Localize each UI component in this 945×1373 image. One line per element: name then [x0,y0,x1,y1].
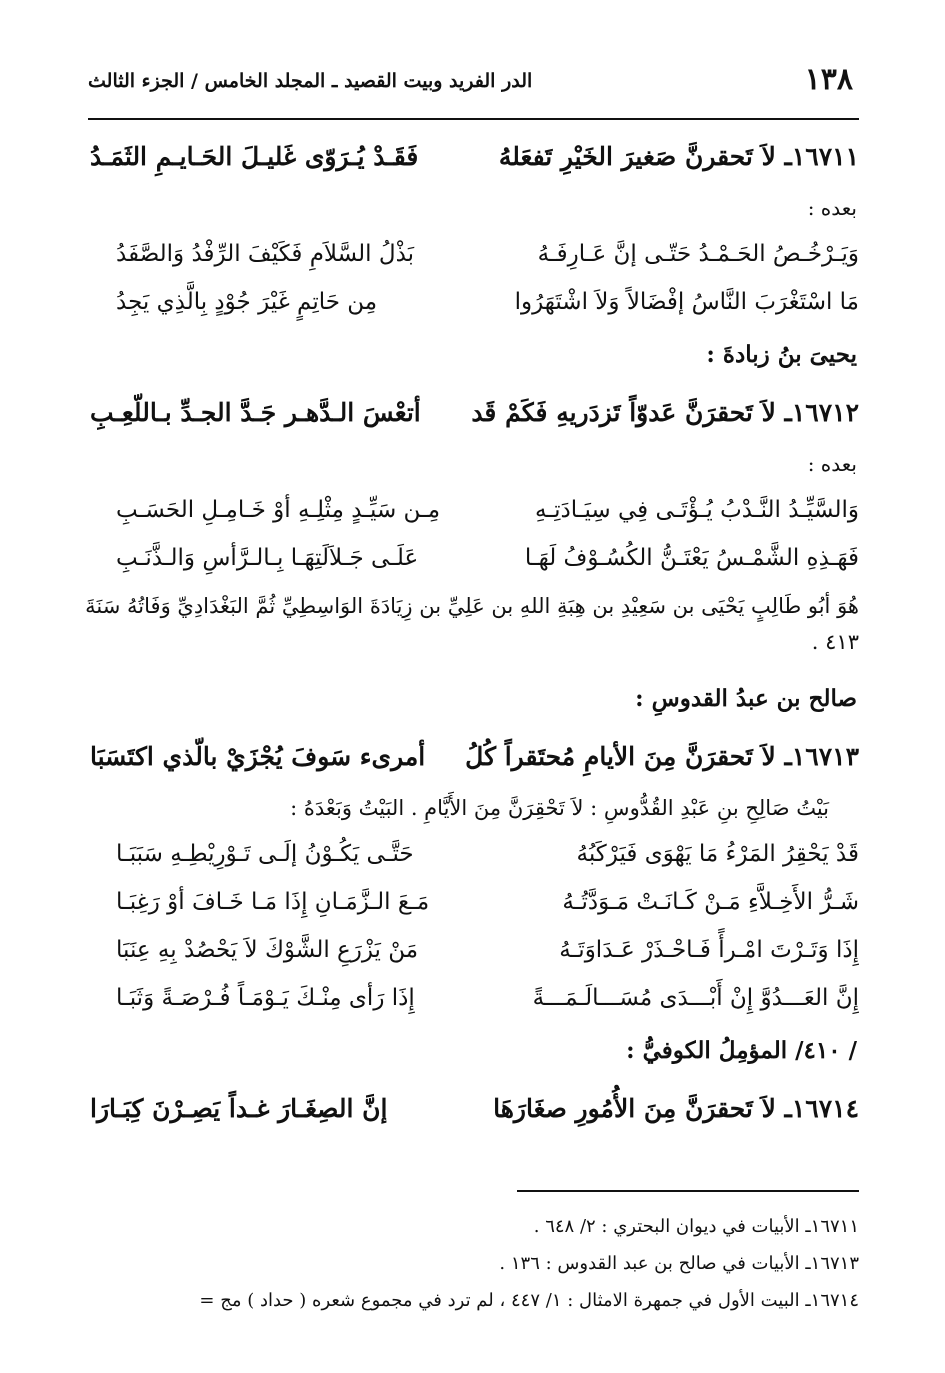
verse-second-hemistich: مِـن سَيِّـدٍ مِثْلِـهِ أوْ خَـامِـلِ الحَسَـبِ [116,497,441,523]
verse-second-hemistich: بَذْلُ السَّلاَمِ فَكَيْفَ الرِّفْدُ وَالصَّفَدُ [116,241,415,267]
poet-name: يحيىَ بنُ زبادةَ : [706,341,857,368]
running-title: الدر الفريد وبيت القصيد ـ المجلد الخامس / الجزء الثالث [88,70,533,92]
sub-verse [76,926,859,974]
verse-first-hemistich: ١٦٧١٤ـ لاَ تَحقرَنَّ مِنَ الأُمُورِ صغَارَهَا [493,1094,859,1123]
verse-second-hemistich: أمرىء سَوفَ يُجْزَيْ بالّذي اكتَسَبَا [90,742,426,771]
page-body [76,128,859,1138]
footnotes [86,1208,859,1319]
verse-16714 [76,1080,859,1138]
footnote-divider [517,1190,859,1192]
verse-first-hemistich: وَالسَّيِّـدُ النَّـدْبُ يُـؤْتَـى فِي سِيَـادَتِـهِ [535,497,859,523]
verse-16712 [76,384,859,442]
verse-first-hemistich: مَا اسْتَغْرَبَ النَّاسُ إفْضَالاً وَلاَ اشْتَهَرُوا [514,289,859,315]
verse-first-hemistich: إِنَّ العَـــدُوَّ إِنْ أَبْـــدَى مُسَـــالَـمَـــةً [532,985,859,1011]
verse-second-hemistich: حَتَّـى يَكُـوْنُ إلَـى تَـوْرِيْطِـهِ سَبَبَـا [116,841,414,867]
poet-name: صالح بن عبدُ القدوسِ : [635,685,857,712]
sub-verse [76,230,859,278]
verse-16713 [76,728,859,786]
verse-first-hemistich: إِذَا وَتَـرْتَ امْـرأً فَـاحْـذَرْ عَـدَاوَتَـهُ [559,937,859,963]
verse-first-hemistich: ١٦٧١١ـ لاَ تَحقرنَّ صَغيرَ الخَيْرِ تَفعَلهُ [498,142,859,171]
verse-second-hemistich: أتعْسَ الـدَّهـر جَـدَّ الجـدِّ بـاللّعِـبِ [90,398,421,427]
verse-second-hemistich: إِذَا رَأى مِنْـكَ يَـوْمَـاً فُـرْصَـةً وَثَبَـا [116,985,415,1011]
page-number: ١٣٨ [804,62,853,97]
sub-verse [76,486,859,534]
verse-first-hemistich: فَهَـذِهِ الشَّمْـسُ يَعْتَـنُّ الكُسُـوْفُ لَهَـا [524,545,859,571]
header-divider [88,118,859,120]
sub-verse [76,974,859,1022]
verse-second-hemistich: مِن حَاتِمٍ غَيْرَ جُوْدٍ بِالَّذِي يَجِدُ [116,289,378,315]
sub-verse [76,534,859,582]
sub-verse [76,278,859,326]
sub-verse [76,878,859,926]
footnote: ١٦٧١٤ـ البيت الأول في جمهرة الامثال : ١/ ٤٤٧ ، لم ترد في مجموع شعره ( حداد ) مج = [199,1290,859,1311]
verse-note: بَيْتُ صَالِحِ بنِ عَبْدِ القُدُّوسِ : لاَ تَحْقِرَنَّ مِنَ الأَيَّامِ . البَيْتُ وَبَعْدَهُ : [290,796,829,820]
verse-first-hemistich: ١٦٧١٣ـ لاَ تَحقرَنَّ مِنَ الأيامِ مُحتَقراً كُلُ [465,742,859,771]
page-header [88,62,853,110]
footnote: ١٦٧١١ـ الأبيات في ديوان البحتري : ٢/ ٦٤٨ . [533,1216,859,1237]
poet-name: / ٤١٠/ المؤمِلُ الكوفيُّ : [626,1037,857,1064]
sub-verse [76,830,859,878]
after-label: بعده : [807,452,857,476]
verse-16711 [76,128,859,186]
verse-first-hemistich: ١٦٧١٢ـ لاَ تَحقرَنَّ عَدوّاً تَزدَريهِ فَكَمْ قَد [471,398,859,427]
verse-second-hemistich: مَنْ يَزْرَعِ الشَّوْكَ لاَ يَحْصُدْ بِهِ عِنَبَا [116,937,419,963]
verse-first-hemistich: قَدْ يَحْقِرُ المَرْءُ مَا يَهْوَى فَيَرْكَبُهُ [576,841,859,867]
verse-second-hemistich: فَقَـدْ يُـرَوّى غَليـلَ الحَـايـمِ الثَمَـدُ [90,142,419,171]
poet-biography: هُوَ أبُو طَالِبٍ يَحْيَى بن سَعِيْدِ بن هِبَةِ اللهِ بن عَلِيِّ بن زِيَادَةَ الوَاسِطِيِّ ثُمَّ البَغْدَادِيِّ وَفَاتُهُ سَنَةَ ٤١٣ . [85,594,859,654]
verse-first-hemistich: شَـرُّ الأَخِـلاَّءِ مَـنْ كَـانَـتْ مَـوَدَّتُـهُ [562,889,859,915]
verse-first-hemistich: وَيَـرْخُـصُ الحَـمْـدُ حَتّـى إنَّ عَـارِفَـهُ [537,241,859,267]
verse-second-hemistich: عَلَـى جَـلاَلَتِهَـا بِـالـرَّأسِ وَالـذَّنَـبِ [116,545,419,571]
footnote: ١٦٧١٣ـ الأبيات في صالح بن عبد القدوس : ١٣٦ . [499,1253,859,1274]
verse-second-hemistich: إنَّ الصِغَـارَ غـداً يَصِـرْنَ كِبَـارَا [90,1094,388,1123]
after-label: بعده : [807,196,857,220]
verse-second-hemistich: مَـعَ الـزَّمَـانِ إِذَا مَـا خَـافَ أوْ رَغِبَـا [116,889,430,915]
